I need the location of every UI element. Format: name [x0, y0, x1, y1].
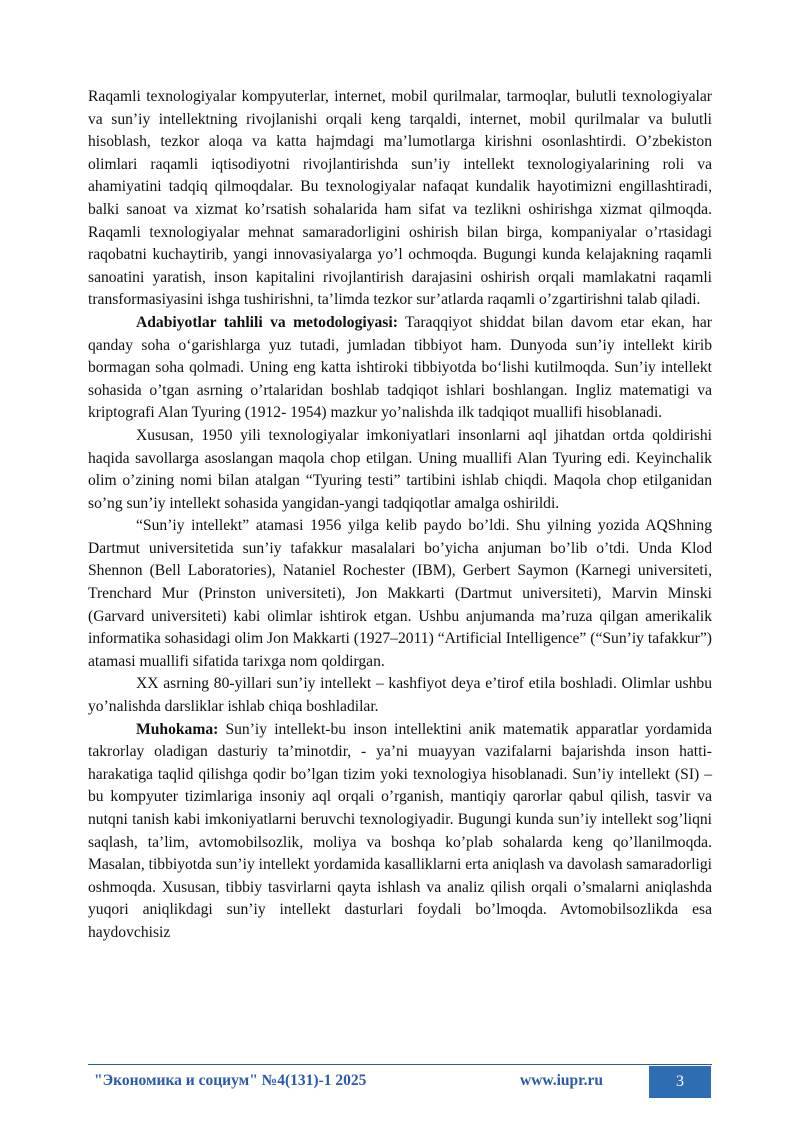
paragraph-80s	[88, 673, 712, 718]
journal-title: "Экономика и социум" №4(131)-1 2025	[94, 1072, 367, 1089]
footer-divider	[88, 1064, 712, 1065]
paragraph-term-1956	[88, 515, 712, 673]
paragraph-text: Sun’iy intellekt-bu inson intellektini anik matematik apparatlar yordamida takrorlay oladigan dasturiy ta’minotdir, - ya’ni muayyan vazifalarni bajarishda inson hatti-harakatiga taqlid qilishga qodir bo’lgan tizim yoki texnologiya hisoblanadi. Sun’iy intellekt (SI) – bu kompyuter tizimlariga insoniy aql orqali o’rganish, mantiqiy qarorlar qabul qilish, tasvir va nutqni tanish kabi imkoniyatlarni beruvchi texnologiyadir. Bugungi kunda sun’iy intellekt sog’liqni saqlash, ta’lim, avtomobilsozlik, moliya va boshqa ko’plab sohalarda keng qo’llanilmoqda. Masalan, tibbiyotda sun’iy intellekt yordamida kasalliklarni erta aniqlash va davolash samaradorligi oshmoqda. Xususan, tibbiy tasvirlarni qayta ishlash va analiz qilish orqali o’smalarni aniqlashda yuqori aniqlikdagi sun’iy intellekt dasturlari foydali bo’lmoqda. Avtomobilsozlikda esa haydovchisiz	[88, 720, 713, 941]
paragraph-text: Xususan, 1950 yili texnologiyalar imkoniyatlari insonlarni aql jihatdan ortda qoldirishi haqida savollarga asoslangan maqola chop etilgan. Uning muallifi Alan Tyuring edi. Keyinchalik olim o’zining nomi bilan atalgan “Tyuring testi” tartibini ishlab chiqdi. Maqola chop etilganidan so’ng sun’iy intellekt sohasida yangidan-yangi tadqiqotlar amalga oshirildi.	[88, 426, 712, 512]
section-heading-discussion: Muhokama:	[136, 720, 219, 738]
paragraph-turing-1950	[88, 425, 712, 515]
paragraph-discussion	[88, 719, 712, 945]
paragraph-text: Taraqqiyot shiddat bilan davom etar ekan, har qanday soha o‘garishlarga yuz tutadi, jumladan tibbiyot ham. Dunyoda sun’iy intellekt kirib bormagan soha qolmadi. Uning eng katta ishtiroki tibbiyotda bo‘lishi kutilmoqda. Sun’iy intellekt sohasida o’tgan asrning o’rtalaridan boshlab tadqiqot ishlari boshlangan. Ingliz matematigi va kriptografi Alan Tyuring (1912- 1954) mazkur yo’nalishda ilk tadqiqot muallifi hisoblanadi.	[88, 313, 712, 422]
journal-website-link[interactable]: www.iupr.ru	[520, 1072, 603, 1089]
page-footer	[88, 1066, 712, 1098]
page-number-badge: 3	[649, 1066, 711, 1098]
section-heading-literature: Adabiyotlar tahlili va metodologiyasi:	[136, 313, 398, 331]
article-body	[88, 86, 712, 945]
paragraph-text: XX asrning 80-yillari sun’iy intellekt – kashfiyot deya e’tirof etila boshladi. Olimlar ushbu yo’nalishda darsliklar ishlab chiqa boshladilar.	[88, 675, 712, 716]
paragraph-literature-review	[88, 312, 712, 425]
paragraph-intro	[88, 86, 712, 312]
paragraph-text: Raqamli texnologiyalar kompyuterlar, internet, mobil qurilmalar, tarmoqlar, bulutli texnologiyalar va sun’iy intellektning rivojlanishi orqali keng tarqaldi, internet, mobil qurilmalar va bulutli hisoblash, tezkor aloqa va katta hajmdagi ma’lumotlarga kirishni osonlashtirdi. O’zbekiston olimlari raqamli iqtisodiyotni rivojlantirishda sun’iy intellekt texnologiyalarining roli va ahamiyatini tadqiq qilmoqdalar. Bu texnologiyalar nafaqat kundalik hayotimizni engillashtiradi, balki sanoat va xizmat ko’rsatish sohalarida ham sifat va tezlikni oshirishga xizmat qilmoqda. Raqamli texnologiyalar mehnat samaradorligini oshirish bilan birga, kompaniyalar o’rtasidagi raqobatni kuchaytirib, yangi innovasiyalarga yo’l ochmoqda. Bugungi kunda kelajakning raqamli sanoatini yaratish, inson kapitalini rivojlantirish darajasini oshirish orqali mamlakatni raqamli transformasiyasini ishga tushirishni, ta’limda tezkor sur’atlarda raqamli o’zgartirishni talab qiladi.	[88, 88, 712, 309]
paragraph-text: “Sun’iy intellekt” atamasi 1956 yilga kelib paydo bo’ldi. Shu yilning yozida AQShning Dartmut universitetida sun’iy tafakkur masalalari bo’yicha anjuman bo’lib o’tdi. Unda Klod Shennon (Bell Laboratories), Nataniel Rochester (IBM), Gerbert Saymon (Karnegi universiteti, Trenchard Mur (Prinston universiteti), Jon Makkarti (Dartmut universiteti), Marvin Minski (Garvard universiteti) kabi olimlar ishtirok etgan. Ushbu anjumanda ma’ruza qilgan amerikalik informatika sohasidagi olim Jon Makkarti (1927–2011) “Artificial Intelligence” (“Sun’iy tafakkur”) atamasi muallifi sifatida tarixga nom qoldirgan.	[88, 517, 712, 670]
